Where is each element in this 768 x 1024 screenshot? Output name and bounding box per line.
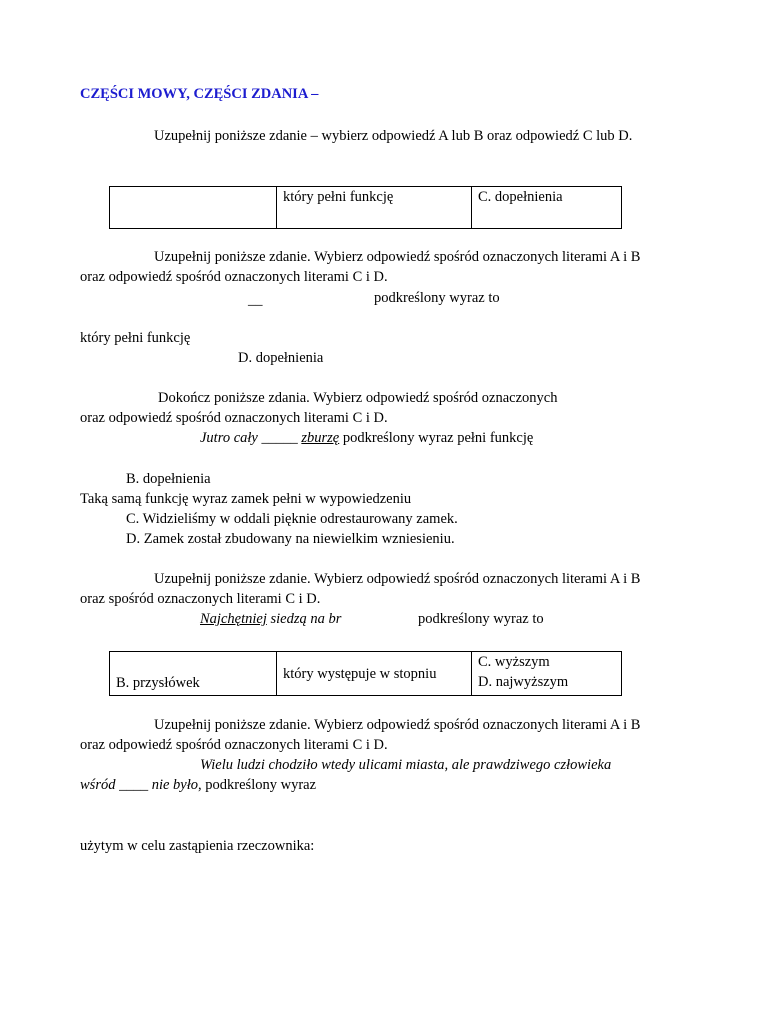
task1-instruction: Uzupełnij poniższe zdanie – wybierz odpowiedź A lub B oraz odpowiedź C lub D. <box>154 128 633 144</box>
task3-option-d: D. Zamek został zbudowany na niewielkim wzniesieniu. <box>126 531 455 547</box>
task3-instruction-line1: Dokończ poniższe zdania. Wybierz odpowiedź spośród oznaczonych <box>158 390 558 406</box>
task1-table-cell-2: który pełni funkcję <box>277 187 472 229</box>
task5-sentence-a: wśród <box>80 777 116 793</box>
task3-sentence <box>200 428 533 448</box>
task2-blank: __ <box>248 292 263 308</box>
task4-instruction-line1: Uzupełnij poniższe zdanie. Wybierz odpowiedź spośród oznaczonych literami A i B <box>154 571 641 587</box>
task4-table-cell-1: B. przysłówek <box>110 652 277 696</box>
task2-phrase: podkreślony wyraz to <box>374 290 500 306</box>
task4-table <box>109 651 622 696</box>
task1-table <box>109 186 622 229</box>
task4-option-d: D. najwyższym <box>478 674 569 690</box>
task5-sentence-line1: Wielu ludzi chodziło wtedy ulicami miasta, ale prawdziwego człowieka <box>200 757 612 773</box>
task5-sentence-b: nie było <box>151 777 199 793</box>
task5-last-line: użytym w celu zastąpienia rzeczownika: <box>80 838 315 854</box>
task5-sentence-line2 <box>80 775 316 795</box>
task3-option-b: B. dopełnienia <box>126 471 211 487</box>
task3-sentence-a: Jutro cały <box>200 430 258 446</box>
task1-table-cell-1 <box>110 187 277 229</box>
task3-instruction-line2: oraz odpowiedź spośród oznaczonych literami C i D. <box>80 410 388 426</box>
task3-option-c: C. Widzieliśmy w oddali pięknie odrestaurowany zamek. <box>126 511 458 527</box>
task5-sentence-c: , podkreślony wyraz <box>198 777 317 793</box>
task4-sentence-rest: siedzą na br <box>270 611 342 627</box>
task2-line4: który pełni funkcję <box>80 330 191 346</box>
task3-sentence-b: zburzę <box>301 430 340 446</box>
task3-sentence-blank: _____ <box>261 430 298 446</box>
task3-question: Taką samą funkcję wyraz zamek pełni w wypowiedzeniu <box>80 491 412 507</box>
task5-instruction-line2: oraz odpowiedź spośród oznaczonych literami C i D. <box>80 737 388 753</box>
task2-option-d: D. dopełnienia <box>238 350 324 366</box>
task5-sentence-blank: ____ <box>119 777 149 793</box>
task4-instruction-line2: oraz spośród oznaczonych literami C i D. <box>80 591 321 607</box>
task4-table-cell-2: który występuje w stopniu <box>277 652 472 696</box>
task1-table-cell-3: C. dopełnienia <box>472 187 622 229</box>
task2-instruction-line2: oraz odpowiedź spośród oznaczonych literami C i D. <box>80 269 388 285</box>
task5-instruction-line1: Uzupełnij poniższe zdanie. Wybierz odpowiedź spośród oznaczonych literami A i B <box>154 717 641 733</box>
task3-sentence-c: podkreślony wyraz pełni funkcję <box>342 430 534 446</box>
page-title: CZĘŚCI MOWY, CZĘŚCI ZDANIA – <box>80 86 319 102</box>
task4-sentence <box>200 609 341 629</box>
task2-instruction-line1: Uzupełnij poniższe zdanie. Wybierz odpowiedź spośród oznaczonych literami A i B <box>154 249 641 265</box>
task4-option-c: C. wyższym <box>478 654 550 670</box>
task4-phrase: podkreślony wyraz to <box>418 611 544 627</box>
task4-sentence-underlined: Najchętniej <box>200 611 267 627</box>
task4-table-cell-3 <box>472 652 622 696</box>
